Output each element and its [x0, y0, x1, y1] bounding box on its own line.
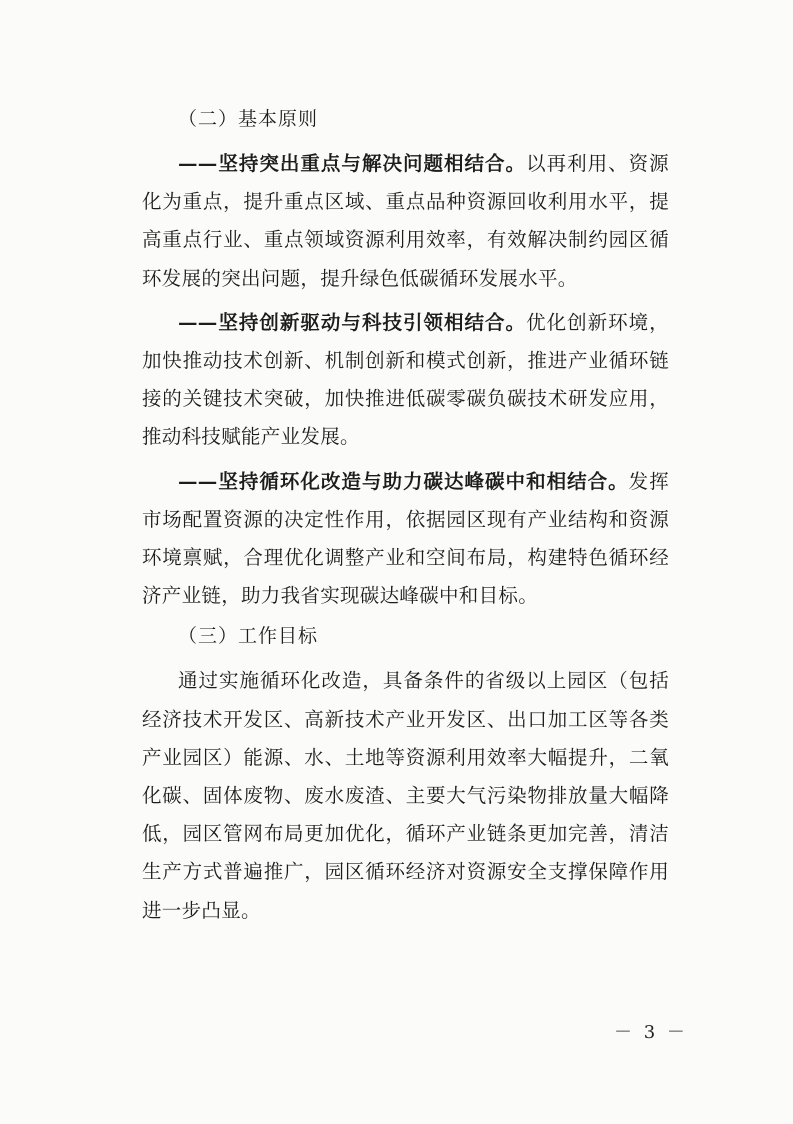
document-body	[142, 104, 669, 936]
principle-paragraph-1	[142, 145, 669, 298]
section-heading-work-goals: （三）工作目标	[178, 625, 319, 648]
principle-paragraph-3	[142, 463, 669, 616]
section-heading-basic-principles: （二）基本原则	[178, 108, 319, 130]
principle-lead-1: ——坚持突出重点与解决问题相结合。	[178, 152, 527, 175]
principle-lead-3: ——坚持循环化改造与助力碳达峰碳中和相结合。	[178, 469, 629, 493]
principle-body-3: 发挥市场配置资源的决定性作用，依据园区现有产业结构和资源环境禀赋，合理优化调整产业和空间布局，构建特色循环经济产业链，助力我省实现碳达峰碳中和目标。	[142, 469, 669, 608]
principle-lead-2: ——坚持创新驱动与科技引领相结合。	[178, 310, 527, 334]
principle-body-2: 优化创新环境，加快推动技术创新、机制创新和模式创新，推进产业循环链接的关键技术突破，加快推进低碳零碳负碳技术研发应用，推动科技赋能产业发展。	[142, 310, 669, 449]
principle-paragraph-2	[142, 304, 669, 457]
principle-body-1: 以再利用、资源化为重点，提升重点区域、重点品种资源回收利用水平，提高重点行业、重点领域资源利用效率，有效解决制约园区循环发展的突出问题，提升绿色低碳循环发展水平。	[142, 152, 669, 290]
goal-paragraph: 通过实施循环化改造，具备条件的省级以上园区（包括经济技术开发区、高新技术产业开发区、出口加工区等各类产业园区）能源、水、土地等资源利用效率大幅提升，二氧化碳、固体废物、废水废渣、主要大气污染物排放量大幅降低，园区管网布局更加优化，循环产业链条更加完善，清洁生产方式普遍推广，园区循环经济对资源安全支撑保障作用进一步凸显。	[142, 669, 669, 922]
page-number: － 3 －	[614, 1022, 688, 1043]
